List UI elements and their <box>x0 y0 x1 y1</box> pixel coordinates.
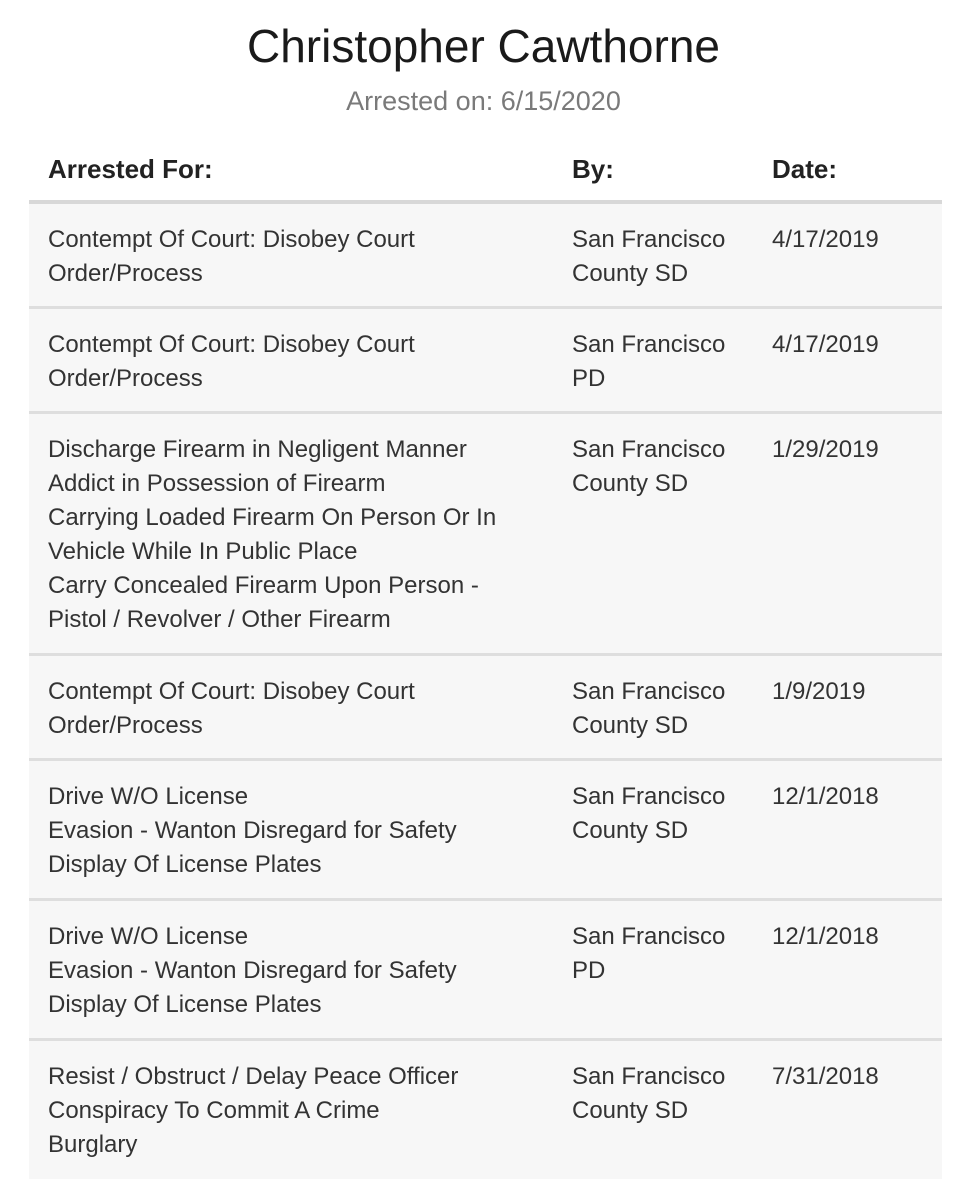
charges-cell <box>29 1060 572 1179</box>
agency-text: County SD <box>572 712 689 739</box>
date-cell: 1/29/2019 <box>772 436 879 463</box>
charge-text: Drive W/O License <box>48 923 249 950</box>
agency-text: PD <box>572 957 606 984</box>
charge-text: Burglary <box>48 1131 138 1158</box>
date-cell: 4/17/2019 <box>772 226 879 253</box>
charge-text: Order/Process <box>48 260 203 287</box>
agency-text: San Francisco <box>572 1063 726 1090</box>
agency-text: San Francisco <box>572 331 726 358</box>
agency-text: San Francisco <box>572 436 726 463</box>
table-row <box>29 414 942 656</box>
agency-cell <box>572 433 772 653</box>
person-name: Christopher Cawthorne <box>246 20 720 72</box>
charge-text: Pistol / Revolver / Other Firearm <box>48 606 391 633</box>
charge-text: Drive W/O License <box>48 783 249 810</box>
agency-text: County SD <box>572 817 689 844</box>
charge-text: Order/Process <box>48 712 203 739</box>
charges-cell <box>29 780 572 898</box>
agency-cell <box>572 1060 772 1179</box>
charges-cell <box>29 920 572 1038</box>
arrest-history-table <box>29 138 942 1179</box>
charge-text: Conspiracy To Commit A Crime <box>48 1097 380 1124</box>
agency-text: San Francisco <box>572 678 726 705</box>
table-row <box>29 1041 942 1179</box>
date-cell: 7/31/2018 <box>772 1063 879 1090</box>
charges-cell <box>29 675 572 758</box>
agency-text: San Francisco <box>572 783 726 810</box>
agency-text: PD <box>572 365 606 392</box>
table-header <box>29 138 942 204</box>
table-row <box>29 656 942 761</box>
header-date: Date: <box>772 153 838 184</box>
agency-text: County SD <box>572 470 689 497</box>
charge-text: Discharge Firearm in Negligent Manner <box>48 436 467 463</box>
date-cell: 12/1/2018 <box>772 783 879 810</box>
date-cell: 1/9/2019 <box>772 678 866 705</box>
charge-text: Carry Concealed Firearm Upon Person - <box>48 572 479 599</box>
arrested-on-date: Arrested on: 6/15/2020 <box>346 86 621 116</box>
charge-text: Resist / Obstruct / Delay Peace Officer <box>48 1063 459 1090</box>
charge-text: Vehicle While In Public Place <box>48 538 358 565</box>
agency-text: County SD <box>572 260 689 287</box>
charge-text: Display Of License Plates <box>48 851 322 878</box>
charge-text: Contempt Of Court: Disobey Court <box>48 678 415 705</box>
agency-cell <box>572 675 772 758</box>
date-cell: 4/17/2019 <box>772 331 879 358</box>
header-arrested-for: Arrested For: <box>48 153 213 184</box>
header-by: By: <box>572 153 614 184</box>
charge-text: Contempt Of Court: Disobey Court <box>48 331 415 358</box>
charge-text: Order/Process <box>48 365 203 392</box>
charge-text: Display Of License Plates <box>48 991 322 1018</box>
table-row <box>29 204 942 309</box>
agency-cell <box>572 223 772 306</box>
charge-text: Evasion - Wanton Disregard for Safety <box>48 957 457 984</box>
charges-cell <box>29 223 572 306</box>
charge-text: Addict in Possession of Firearm <box>48 470 386 497</box>
charges-cell <box>29 433 572 653</box>
date-cell: 12/1/2018 <box>772 923 879 950</box>
charge-text: Evasion - Wanton Disregard for Safety <box>48 817 457 844</box>
table-row <box>29 761 942 901</box>
charges-cell <box>29 328 572 411</box>
agency-cell <box>572 920 772 1038</box>
agency-text: San Francisco <box>572 226 726 253</box>
table-row <box>29 309 942 414</box>
agency-text: County SD <box>572 1097 689 1124</box>
agency-cell <box>572 328 772 411</box>
table-row <box>29 901 942 1041</box>
charge-text: Carrying Loaded Firearm On Person Or In <box>48 504 497 531</box>
agency-cell <box>572 780 772 898</box>
agency-text: San Francisco <box>572 923 726 950</box>
charge-text: Contempt Of Court: Disobey Court <box>48 226 415 253</box>
